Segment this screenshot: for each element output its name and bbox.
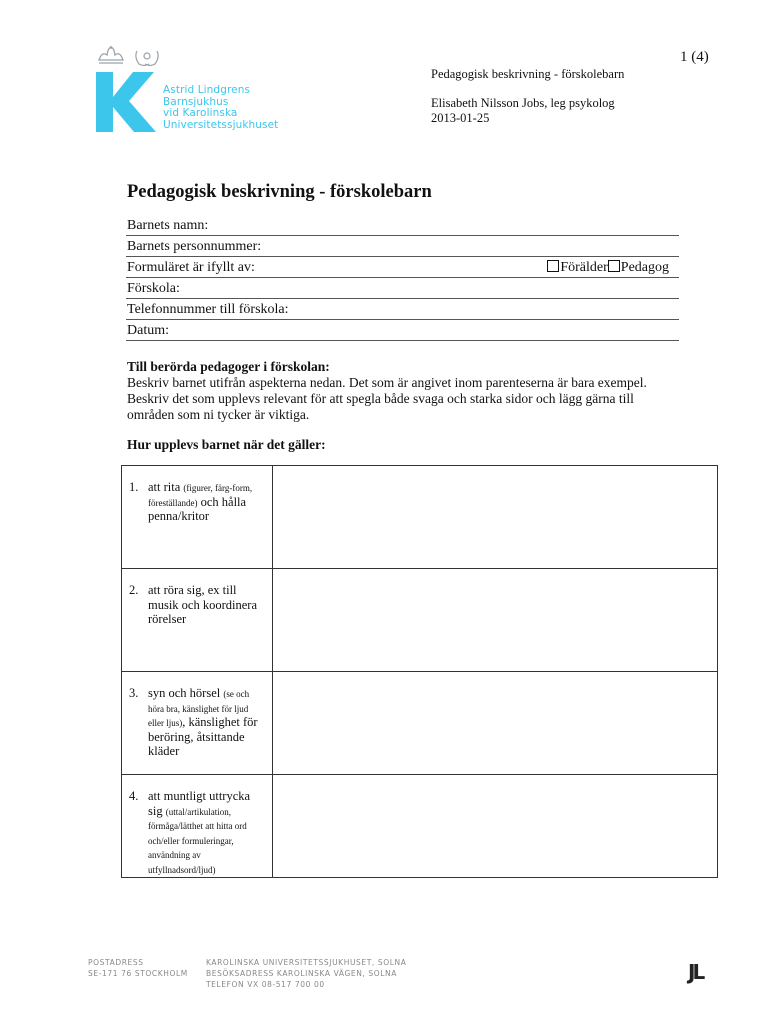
question-row: 1. att rita (figurer, färg-form, föreställande) och hålla penna/kritor <box>122 466 718 569</box>
child-personnummer-field[interactable]: Barnets personnummer: <box>126 236 679 257</box>
question-row: 3. syn och hörsel (se och höra bra, känslighet för ljud eller ljus), känslighet för beröring, åtsittande kläder <box>122 672 718 775</box>
page-title: Pedagogisk beskrivning - förskolebarn <box>127 182 432 202</box>
preschool-phone-field[interactable]: Telefonnummer till förskola: <box>126 299 679 320</box>
karolinska-mark-icon: JL <box>688 960 703 984</box>
header-date: 2013-01-25 <box>431 111 490 125</box>
question-label: att rita (figurer, färg-form, föreställande) och hålla penna/kritor <box>148 480 253 523</box>
question-label: att muntligt uttrycka sig (uttal/artikulation, förmåga/lätthet att hitta ord och/eller formuleringar, användning av utfyllnadsord/ljud) <box>148 789 251 875</box>
hospital-logo <box>94 46 279 142</box>
answer-cell[interactable] <box>273 466 718 569</box>
answer-cell[interactable] <box>273 775 718 878</box>
header-author: Elisabeth Nilsson Jobs, leg psykolog <box>431 96 615 110</box>
footer-address: KAROLINSKA UNIVERSITETSSJUKHUSET, SOLNA BESÖKSADRESS KAROLINSKA VÄGEN, SOLNA TELEFON VX 08-517 700 00 <box>206 958 407 989</box>
date-field[interactable]: Datum: <box>126 320 679 341</box>
question-row: 4. att muntligt uttrycka sig (uttal/artikulation, förmåga/lätthet att hitta ord och/eller formuleringar, användning av utfyllnadsord/ljud) <box>122 775 718 878</box>
crown-k-logo-icon <box>94 46 164 142</box>
question-label: att röra sig, ex till musik och koordinera rörelser <box>148 583 258 626</box>
answer-cell[interactable] <box>273 672 718 775</box>
filled-by-options: Förälder Pedagog <box>547 257 669 278</box>
footer-postal: POSTADRESS SE-171 76 STOCKHOLM <box>88 958 188 978</box>
filled-by-field: Formuläret är ifyllt av: Förälder Pedagog <box>126 257 679 278</box>
instructions: Till berörda pedagoger i förskolan: Beskriv barnet utifrån aspekterna nedan. Det som är angivet inom parenteserna är bara exempel. Beskriv det som upplevs relevant för att spegla både svaga och starka sidor och lägg gärna till områden som ni tycker är viktiga. <box>127 359 647 422</box>
question-row: 2. att röra sig, ex till musik och koordinera rörelser <box>122 569 718 672</box>
question-table <box>121 465 718 878</box>
preschool-field[interactable]: Förskola: <box>126 278 679 299</box>
teacher-checkbox[interactable] <box>608 260 620 272</box>
parent-checkbox[interactable] <box>547 260 559 272</box>
answer-cell[interactable] <box>273 569 718 672</box>
page-number: 1 (4) <box>680 49 709 65</box>
logo-text: Astrid Lindgrens Barnsjukhus vid Karolinska Universitetssjukhuset <box>163 84 279 131</box>
instructions-heading: Till berörda pedagoger i förskolan: <box>127 359 330 374</box>
child-name-field[interactable]: Barnets namn: <box>126 215 679 236</box>
header-doc-title: Pedagogisk beskrivning - förskolebarn <box>431 67 625 81</box>
question-heading: Hur upplevs barnet när det gäller: <box>127 437 326 452</box>
question-label: syn och hörsel (se och höra bra, känslighet för ljud eller ljus), känslighet för beröring, åtsittande kläder <box>148 686 258 758</box>
